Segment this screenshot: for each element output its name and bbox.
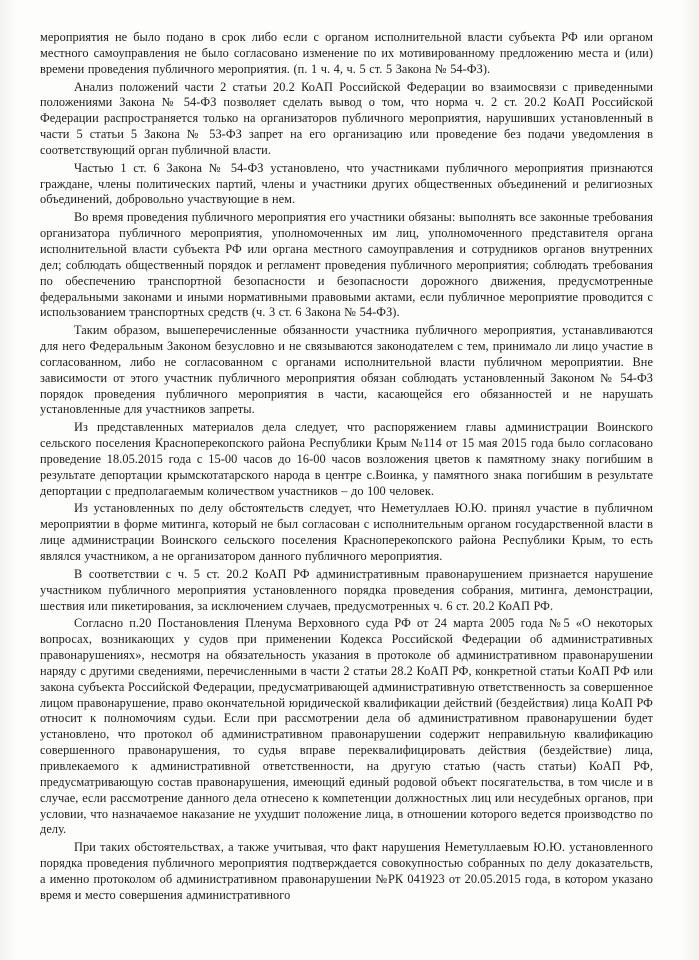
paragraph-4: Во время проведения публичного мероприятия его участники обязаны: выполнять все законные требования организатора публичного мероприятия, уполномоченных им лиц, уполномоченного представителя органа исполнительной власти субъекта РФ или органа местного самоуправления и сотрудников органов внутренних дел; соблюдать общественный порядок и регламент проведения публичного мероприятия; соблюдать требования по обеспечению транспортной безопасности и безопасности дорожного движения, предусмотренные федеральными законами и иными нормативными правовыми актами, если публичное мероприятие проводится с использованием транспортных средств (ч. 3 ст. 6 Закона № 54-ФЗ).	[40, 210, 653, 320]
paragraph-1: мероприятия не было подано в срок либо если с органом исполнительной власти субъекта РФ или органом местного самоуправления не было согласовано изменение по их мотивированному предложению места и (или) времени проведения публичного мероприятия. (п. 1 ч. 4, ч. 5 ст. 5 Закона № 54-ФЗ).	[40, 30, 653, 76]
paragraph-9: Согласно п.20 Постановления Пленума Верховного суда РФ от 24 марта 2005 года №5 «О некоторых вопросах, возникающих у судов при применении Кодекса Российской Федерации об административных правонарушениях», несмотря на обязательность указания в протоколе об административном правонарушении наряду с другими сведениями, перечисленными в части 2 статьи 28.2 КоАП РФ, конкретной статьи КоАП РФ или закона субъекта Российской Федерации, предусматривающей административную ответственность за совершенное лицом правонарушение, право окончательной юридической квалификации действий (бездействия) лица КоАП РФ относит к полномочиям судьи. Если при рассмотрении дела об административном правонарушении будет установлено, что протокол об административном правонарушении содержит неправильную квалификацию совершенного правонарушения, то судья вправе переквалифицировать действия (бездействие) лица, привлекаемого к административной ответственности, на другую статью (часть статьи) КоАП РФ, предусматривающую состав правонарушения, имеющий единый родовой объект посягательства, в том числе и в случае, если рассмотрение данного дела отнесено к компетенции должностных лиц или несудебных органов, при условии, что назначаемое наказание не ухудшит положение лица, в отношении которого ведется производство по делу.	[40, 616, 653, 837]
paragraph-3: Частью 1 ст. 6 Закона № 54-ФЗ установлено, что участниками публичного мероприятия признаются граждане, члены политических партий, члены и участники других общественных объединений и религиозных объединений, добровольно участвующие в нем.	[40, 160, 653, 207]
paragraph-7: Из установленных по делу обстоятельств следует, что Неметуллаев Ю.Ю. принял участие в публичном мероприятии в форме митинга, который не был согласован с исполнительным органом государственной власти в лице администрации Воинского сельского поселения Красноперекопского района Республики Крым, то есть являлся участником, а не организатором данного публичного мероприятия.	[40, 501, 653, 563]
paragraph-10: При таких обстоятельствах, а также учитывая, что факт нарушения Неметуллаевым Ю.Ю. установленного порядка проведения публичного мероприятия подтверждается совокупностью собранных по делу доказательств, а именно протоколом об административном правонарушении №РК 041923 от 20.05.2015 года, в котором указано время и место совершения административного	[40, 840, 653, 902]
paragraph-8: В соответствии с ч. 5 ст. 20.2 КоАП РФ административным правонарушением признается нарушение участником публичного мероприятия установленного порядка проведения собрания, митинга, демонстрации, шествия или пикетирования, за исключением случаев, предусмотренных ч. 6 ст. 20.2 КоАП РФ.	[40, 566, 653, 613]
paragraph-5: Таким образом, вышеперечисленные обязанности участника публичного мероприятия, устанавливаются для него Федеральным Законом безусловно и не связываются законодателем с тем, принимало ли лицо участие в согласованном, либо не согласованном с органами исполнительной власти публичном мероприятии. Вне зависимости от этого участник публичного мероприятия обязан соблюдать установленный Законом № 54-ФЗ порядок проведения публичного мероприятия в части, касающейся его обязанностей и не нарушать установленные для участников запреты.	[40, 323, 653, 417]
paragraph-2: Анализ положений части 2 статьи 20.2 КоАП Российской Федерации во взаимосвязи с приведенными положениями Закона № 54-ФЗ позволяет сделать вывод о том, что норма ч. 2 ст. 20.2 КоАП Российской Федерации распространяется только на организаторов публичного мероприятия, нарушивших установленный в части 5 статьи 5 Закона № 53-ФЗ запрет на его организацию или проведение без подачи уведомления в соответствующий орган публичной власти.	[40, 79, 653, 157]
paragraph-6: Из представленных материалов дела следует, что распоряжением главы администрации Воинского сельского поселения Красноперекопского района Республики Крым №114 от 15 мая 2015 года было согласовано проведение 18.05.2015 года с 15-00 часов до 16-00 часов возложения цветов к памятному знаку погибшим в результате депортации крымскотатарского народа в центре с.Воинка, у памятного знака погибшим в результате депортации с предполагаемым количеством участников – до 100 человек.	[40, 420, 653, 498]
